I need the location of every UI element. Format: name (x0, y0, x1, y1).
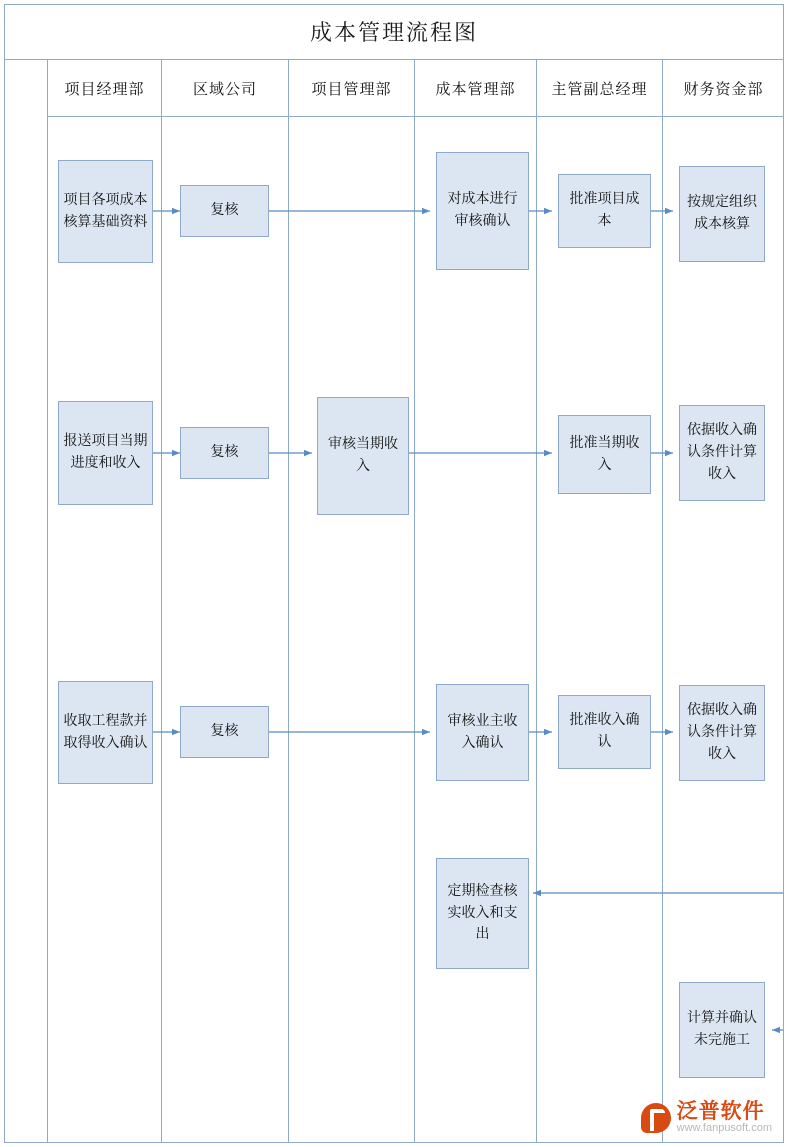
node-n7 (180, 427, 269, 479)
node-n12 (180, 706, 269, 758)
node-label: 审核当期收入 (328, 437, 398, 474)
node-label: 复核 (210, 724, 239, 740)
node-n10 (679, 405, 765, 501)
node-n1 (58, 160, 153, 263)
node-n16 (436, 858, 529, 969)
node-label: 按规定组织成本核算 (687, 195, 757, 232)
node-label: 批准当期收入 (569, 435, 640, 473)
brand-url: www.fanpusoft.com (676, 1122, 772, 1135)
brand-text (677, 1101, 772, 1135)
node-n15 (679, 685, 765, 781)
node-n14 (558, 695, 651, 769)
brand-mark-icon (641, 1103, 671, 1133)
lane-label: 主管副总经理 (551, 81, 648, 98)
node-n5 (679, 166, 765, 262)
lane-header-5 (663, 60, 784, 117)
node-label: 定期检查核实收入和支出 (447, 883, 518, 943)
lane-column-2 (289, 60, 415, 1143)
node-label: 审核业主收入确认 (447, 713, 518, 751)
lane-header-4 (537, 60, 662, 117)
page-title: 成本管理流程图 (309, 20, 478, 45)
lane-header-1 (162, 60, 288, 117)
node-label: 报送项目当期进度和收入 (63, 434, 148, 471)
lane-label: 项目经理部 (64, 81, 145, 98)
node-label: 计算并确认未完施工 (687, 1011, 757, 1048)
lane-label: 财务资金部 (683, 81, 764, 98)
brand-name: 泛普软件 (676, 1100, 765, 1124)
lane-header-0 (48, 60, 161, 117)
node-n9 (558, 415, 651, 494)
node-n2 (180, 185, 269, 237)
node-label: 复核 (210, 445, 239, 461)
lane-label: 成本管理部 (435, 81, 516, 98)
node-n11 (58, 681, 153, 784)
node-n17 (679, 982, 765, 1078)
lane-header-3 (415, 60, 536, 117)
lane-label: 区域公司 (192, 81, 257, 98)
node-label: 批准项目成本 (569, 192, 640, 229)
lane-label: 项目管理部 (311, 81, 392, 98)
node-label: 收取工程款并取得收入确认 (63, 713, 148, 751)
node-n8 (317, 397, 409, 515)
lane-header-2 (289, 60, 414, 117)
node-label: 批准收入确认 (569, 713, 640, 750)
node-n4 (558, 174, 651, 248)
node-n3 (436, 152, 529, 270)
node-label: 复核 (210, 203, 239, 219)
node-label: 依据收入确认条件计算收入 (687, 423, 757, 482)
node-label: 依据收入确认条件计算收入 (687, 703, 757, 762)
node-label: 对成本进行审核确认 (447, 192, 518, 229)
brand-logo (641, 1101, 772, 1135)
node-n6 (58, 401, 153, 505)
node-n13 (436, 684, 529, 781)
node-label: 项目各项成本核算基础资料 (63, 192, 148, 230)
title-band (4, 4, 784, 60)
